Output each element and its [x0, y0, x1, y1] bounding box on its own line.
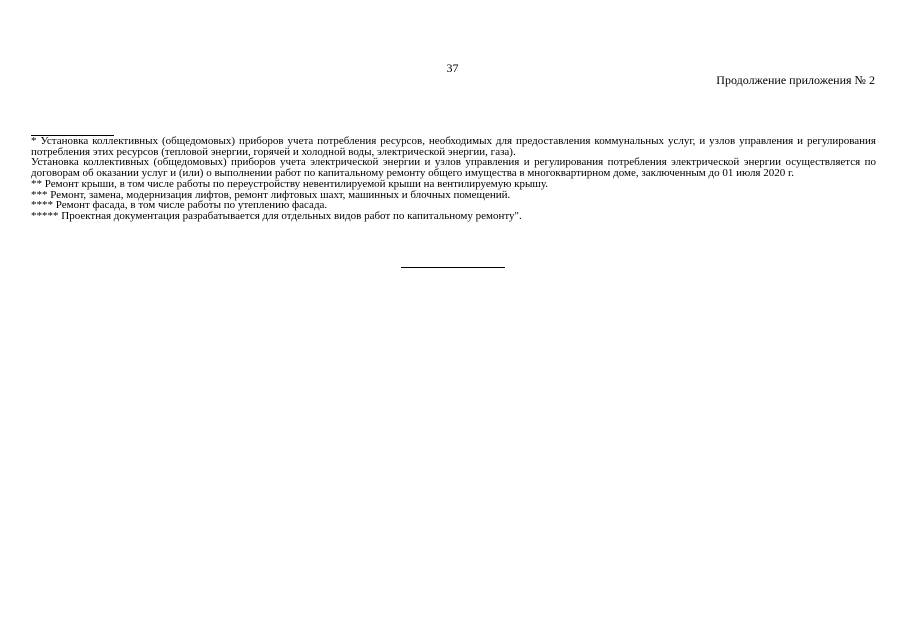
footnote-1-continuation: Установка коллективных (общедомовых) приборов учета электрической энергии и узлов управления и регулирования потребления электрической энергии осуществляется по договорам об оказании услуг и (или) о выполнении работ по капитальному ремонту общего имущества в многоквартирном доме, заключенным до 01 июля 2020 г. [31, 156, 876, 180]
page-number: 37 [446, 61, 459, 75]
footnote-4: **** Ремонт фасада, в том числе работы по утеплению фасада. [31, 199, 328, 212]
appendix-continuation-label: Продолжение приложения № 2 [716, 73, 875, 87]
end-of-document-rule [401, 267, 505, 268]
footnote-2: ** Ремонт крыши, в том числе работы по переустройству невентилируемой крыши на вентилируемую крышу. [31, 177, 549, 190]
footnote-5: ***** Проектная документация разрабатывается для отдельных видов работ по капитальному ремонту". [31, 209, 522, 222]
footnotes-block [31, 136, 876, 222]
footnote-1: * Установка коллективных (общедомовых) приборов учета потребления ресурсов, необходимых для предоставления коммунальных услуг, и узлов управления и регулирования потребления этих ресурсов (тепловой энергии, горячей и холодной воды, электрической энергии, газа). [31, 135, 876, 158]
footnote-3: *** Ремонт, замена, модернизация лифтов, ремонт лифтовых шахт, машинных и блочных помещений. [31, 188, 511, 201]
